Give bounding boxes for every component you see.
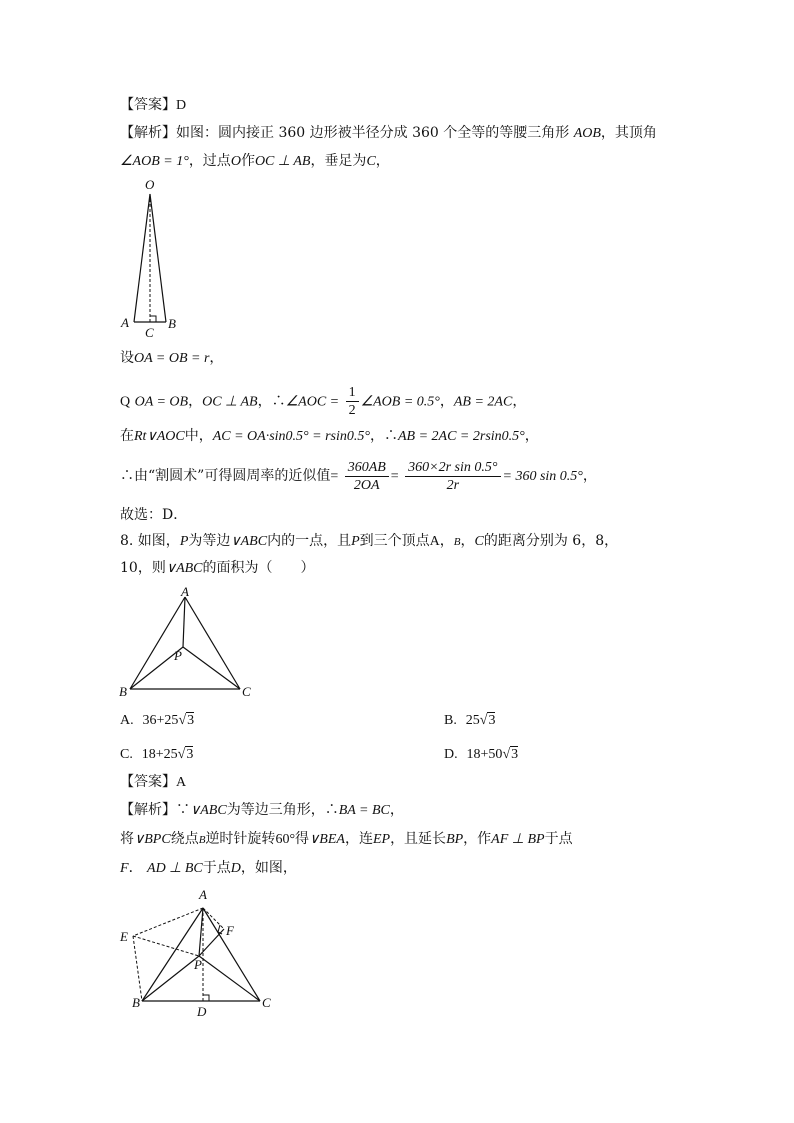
label-e: E — [120, 929, 128, 944]
math-a: A — [429, 534, 440, 549]
fraction-numerator: 1 — [346, 384, 359, 402]
analysis-text: 作 — [240, 153, 255, 169]
math-60-degrees: 60° — [275, 832, 296, 847]
label-c: C — [242, 684, 251, 699]
math-abc: ∨ABC — [190, 803, 227, 818]
analysis-text: 于点 — [202, 860, 231, 876]
analysis-text: ， — [439, 393, 454, 410]
math-ab-value: AB = 2AC = 2rsin0.5° — [397, 429, 525, 444]
label-c: C — [262, 995, 271, 1010]
math-ab-2ac: AB = 2AC — [453, 394, 513, 410]
math-ep: EP — [372, 832, 391, 847]
answer-tag: 【答案】 — [120, 97, 176, 113]
option-a[interactable]: A. 36+25√3 — [120, 713, 195, 728]
answer-tag: 【答案】 — [120, 774, 176, 790]
math-d: D — [230, 861, 241, 876]
analysis-text: 为等边三角形，∴ — [226, 802, 339, 818]
math-bea: ∨BEA — [309, 832, 345, 847]
math-bpc: ∨BPC — [134, 832, 171, 847]
label-a: A — [121, 315, 129, 330]
fraction-half — [346, 384, 359, 419]
analysis-text: 在 — [120, 428, 134, 444]
math-c: C — [474, 534, 484, 549]
segment-pb — [142, 956, 199, 1001]
option-key: B. — [444, 713, 457, 728]
symbol-q: Q — [120, 394, 131, 410]
analysis-line-3 — [120, 348, 223, 369]
analysis-text: 于点 — [544, 831, 573, 847]
option-c[interactable]: C. 18+25√3 — [120, 747, 194, 762]
math-b: B — [198, 834, 206, 846]
label-b: B — [132, 995, 140, 1010]
stem-text: 10，则 — [120, 560, 166, 576]
analysis-text: ，垂足为 — [310, 153, 367, 169]
edge-ob — [150, 194, 166, 322]
analysis-text: ，∴ — [369, 428, 398, 444]
fraction-360ab-2oa — [345, 459, 389, 494]
analysis-text: 如图：圆内接正 360 边形被半径分成 360 个全等的等腰三角形 — [176, 125, 570, 141]
fraction-denominator: 2OA — [353, 477, 380, 493]
segment-eb — [133, 936, 142, 1001]
math-rt-aoc: Rt∨AOC — [134, 429, 185, 444]
math-oa-ob-r: OA = OB = r — [134, 351, 210, 366]
math-angle-aob-half: ∠AOB = 0.5° — [360, 394, 440, 410]
math-ba-bc: BA = BC — [338, 803, 390, 818]
option-value: 18+25 — [141, 747, 178, 762]
stem-text: 到三个顶点 — [359, 533, 430, 549]
equals-sign: = — [390, 469, 399, 484]
stem-text: 的面积为（ ） — [202, 560, 315, 576]
math-angle-aob: ∠AOB = 1° — [120, 154, 189, 169]
analysis-line-6 — [120, 457, 597, 496]
analysis-text: 将 — [120, 831, 134, 847]
math-abc: ∨ABC — [165, 561, 203, 576]
analysis-text: ∴由“割圆术”可得圆周率的近似值 — [120, 468, 331, 484]
figure-triangle-aob — [110, 172, 190, 344]
stem-text: 的距离分别为 6，8， — [483, 533, 619, 549]
analysis-text: ． — [128, 860, 143, 876]
analysis-text: ，且延长 — [390, 831, 447, 847]
analysis-text: 得 — [295, 831, 310, 847]
right-angle-mark — [150, 316, 156, 322]
math-af-perp-bp: AF ⊥ BP — [491, 832, 545, 847]
analysis-line-5 — [120, 426, 539, 447]
fraction-denominator: 2 — [348, 403, 356, 418]
math-result: = 360 sin 0.5° — [502, 469, 583, 484]
math-angle-aoc: ∠AOC = — [285, 394, 340, 410]
math-p: P — [351, 534, 360, 549]
math-aob: AOB — [573, 126, 601, 141]
analysis-line-4 — [120, 384, 526, 419]
right-angle-mark-d — [203, 995, 209, 1001]
math-abc: ∨ABC — [230, 534, 268, 549]
math-b: B — [453, 536, 461, 548]
fraction-denominator: 2r — [446, 477, 460, 493]
segment-ea — [133, 908, 203, 936]
analysis-text: ， — [375, 153, 390, 169]
analysis-text: ，连 — [344, 831, 373, 847]
fraction-360-2r-sin — [405, 459, 500, 494]
option-key: C. — [120, 747, 133, 762]
analysis-text: ， — [524, 428, 539, 444]
math-c: C — [366, 154, 376, 169]
answer-value: A — [176, 775, 187, 790]
analysis-text: 绕点 — [170, 831, 199, 847]
answer-line-q7 — [120, 95, 186, 116]
edge-ac — [203, 908, 260, 1001]
stem-text: ， — [439, 533, 454, 549]
option-d[interactable]: D. 18+50√3 — [444, 747, 519, 762]
analysis-text: ，过点 — [188, 153, 231, 169]
option-radicand: 3 — [187, 713, 195, 728]
analysis-tag: 【解析】 — [120, 802, 176, 818]
answer-value: D — [176, 98, 187, 113]
label-b: B — [168, 316, 176, 331]
label-a: A — [181, 585, 189, 599]
analysis-text: ， — [582, 468, 597, 484]
equals-sign: = — [330, 469, 339, 484]
figure-rotation-construction — [110, 885, 285, 1020]
analysis-text: 逆时针旋转 — [205, 831, 276, 847]
fraction-numerator: 360×2r sin 0.5° — [405, 459, 500, 477]
segment-pa — [199, 908, 203, 956]
math-ad-perp-bc: AD ⊥ BC — [147, 861, 203, 876]
edge-ab — [142, 908, 203, 1001]
conclusion-q7: 故选：D． — [120, 507, 188, 523]
label-d: D — [197, 1004, 207, 1019]
answer-line-q8 — [120, 772, 186, 793]
analysis-text: ，其顶角 — [600, 125, 657, 141]
math-p: P — [179, 534, 189, 549]
question-8-stem-2 — [120, 558, 315, 579]
option-value: 36+25 — [142, 713, 179, 728]
label-a: A — [199, 887, 207, 902]
stem-text: 8. 如图， — [120, 533, 180, 549]
option-key: D. — [444, 747, 458, 762]
analysis-text: ， — [188, 393, 203, 410]
math-oc-perp-ab: OC ⊥ AB — [202, 394, 258, 410]
analysis-text: ，作 — [463, 831, 492, 847]
segment-ep — [133, 936, 199, 956]
analysis-line-1 — [120, 123, 657, 144]
segment-pc — [199, 956, 260, 1001]
analysis-text: 设 — [120, 350, 134, 366]
question-8-stem-1 — [120, 531, 618, 552]
analysis-text: ，∴ — [257, 393, 286, 410]
analysis-text: ∵ — [176, 802, 190, 818]
stem-text: 内的一点，且 — [267, 533, 352, 549]
segment-pc — [183, 647, 240, 689]
math-o: O — [230, 154, 241, 169]
figure-triangle-abc-p — [110, 585, 270, 703]
edge-oa — [134, 194, 150, 322]
option-key: A. — [120, 713, 134, 728]
math-oc-perp-ab: OC ⊥ AB — [254, 154, 311, 169]
analysis-text: ， — [512, 393, 527, 410]
fraction-numerator: 360AB — [345, 459, 389, 477]
q8-analysis-line-3 — [120, 858, 297, 879]
stem-text: 为等边 — [188, 533, 231, 549]
stem-text: ， — [460, 533, 475, 549]
edge-ac — [185, 597, 240, 689]
option-radicand: 3 — [488, 713, 496, 728]
label-c: C — [145, 325, 154, 340]
label-b: B — [119, 684, 127, 699]
analysis-text: ， — [389, 802, 404, 818]
label-p: P — [174, 648, 182, 663]
label-o: O — [145, 177, 155, 192]
option-value: 18+50 — [466, 747, 503, 762]
analysis-line-2 — [120, 151, 390, 172]
edge-ab — [130, 597, 185, 689]
label-f: F — [226, 923, 234, 938]
analysis-tag: 【解析】 — [120, 125, 176, 141]
q8-analysis-line-2 — [120, 829, 573, 850]
q8-analysis-line-1 — [120, 800, 404, 821]
option-radicand: 3 — [511, 747, 519, 762]
option-radicand: 3 — [186, 747, 194, 762]
math-ac-value: AC = OA·sin0.5° = rsin0.5° — [212, 429, 370, 444]
analysis-text: ，如图， — [240, 860, 297, 876]
label-p: P — [194, 957, 202, 972]
segment-pa — [183, 597, 185, 647]
math-bp: BP — [446, 832, 464, 847]
option-b[interactable]: B. 25√3 — [444, 713, 496, 728]
math-f: F — [120, 861, 129, 876]
analysis-text: ， — [209, 350, 224, 366]
analysis-text: 中， — [184, 428, 213, 444]
math-oa-ob: OA = OB — [134, 394, 189, 410]
option-value: 25 — [465, 713, 480, 728]
